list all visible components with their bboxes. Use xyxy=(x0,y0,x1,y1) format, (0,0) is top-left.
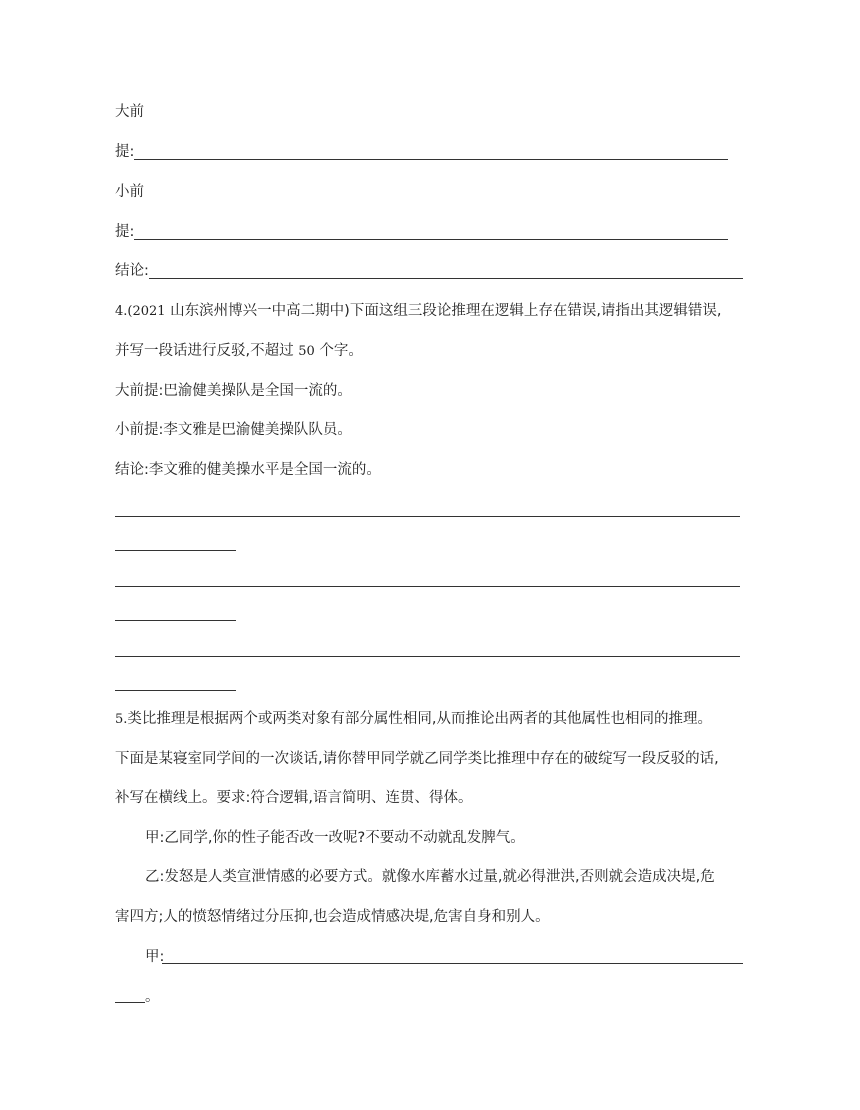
q5-answer-line xyxy=(115,1002,145,1003)
q5-answer-line xyxy=(162,963,743,964)
q4-answer-line xyxy=(115,656,740,657)
q4-line2-text-a: 并写一段话进行反驳,不超过 xyxy=(115,343,294,359)
q4-answer-line xyxy=(115,550,236,551)
minor-premise-label-part2: 提: xyxy=(115,224,135,240)
q4-line1-text: 下面这组三段论推理在逻辑上存在错误,请指出其逻辑错误, xyxy=(349,303,722,319)
q4-line2-text-b: 个字。 xyxy=(319,343,363,359)
q4-answer-line xyxy=(115,586,740,587)
major-premise-answer-line xyxy=(134,159,728,160)
q4-answer-line xyxy=(115,690,236,691)
q5-line3: 补写在横线上。要求:符合逻辑,语言简明、连贯、得体。 xyxy=(115,790,473,806)
major-premise-label-part2: 提: xyxy=(115,144,135,160)
q4-answer-line xyxy=(115,516,740,517)
conclusion-answer-line xyxy=(149,278,743,279)
dialogue-jia: 甲:乙同学,你的性子能否改一改呢?不要动不动就乱发脾气。 xyxy=(145,830,525,846)
q4-line2 xyxy=(115,341,363,362)
dialogue-yi-line1: 乙:发怒是人类宣泄情感的必要方式。就像水库蓄水过量,就必得泄洪,否则就会造成决堤,危 xyxy=(145,869,715,885)
q4-source-school: 山东滨州博兴一中高二期中) xyxy=(170,303,350,319)
q4-word-limit: 50 xyxy=(298,344,315,359)
dialogue-yi-line2: 害四方;人的愤怒情绪过分压抑,也会造成情感决堤,危害自身和别人。 xyxy=(115,909,550,925)
conclusion-label: 结论: xyxy=(115,263,149,279)
q5-line2: 下面是某寝室同学间的一次谈话,请你替甲同学就乙同学类比推理中存在的破绽写一段反驳的话, xyxy=(115,751,719,767)
q5-number: 5. xyxy=(115,712,128,727)
answer-end-mark: 。 xyxy=(145,989,160,1005)
q5-line1 xyxy=(115,709,712,730)
q4-answer-line xyxy=(115,620,236,621)
q4-major-premise: 大前提:巴渝健美操队是全国一流的。 xyxy=(115,383,352,399)
answer-prompt-jia: 甲: xyxy=(145,949,165,965)
q4-number: 4. xyxy=(115,304,128,319)
minor-premise-label-part1: 小前 xyxy=(115,184,144,200)
q4-line1 xyxy=(115,301,722,322)
q5-line1-text: 类比推理是根据两个或两类对象有部分属性相同,从而推论出两者的其他属性也相同的推理。 xyxy=(127,711,713,727)
minor-premise-answer-line xyxy=(134,239,728,240)
q4-minor-premise: 小前提:李文雅是巴渝健美操队队员。 xyxy=(115,422,352,438)
major-premise-label-part1: 大前 xyxy=(115,104,144,120)
q4-source-year: (2021 xyxy=(127,304,166,319)
q4-conclusion: 结论:李文雅的健美操水平是全国一流的。 xyxy=(115,462,381,478)
